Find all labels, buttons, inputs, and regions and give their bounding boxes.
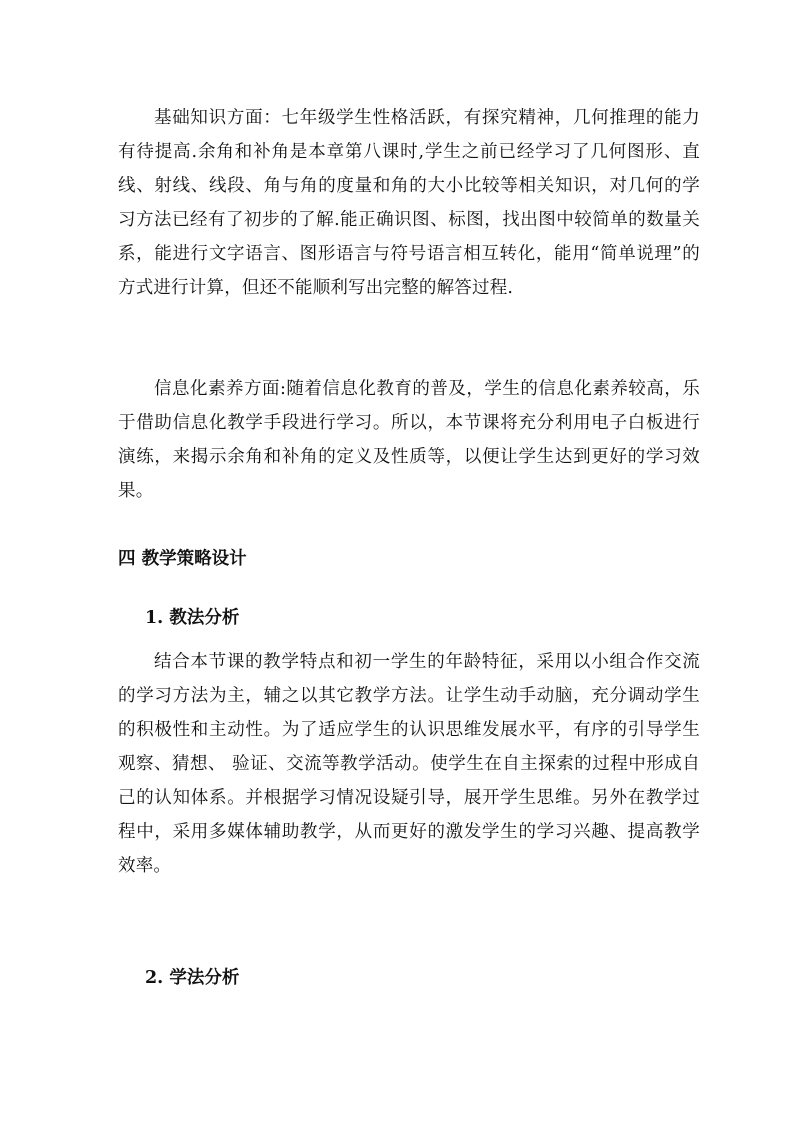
subheading-teaching-method: 1. 教法分析 (145, 608, 240, 628)
subheading-learning-method: 2. 学法分析 (145, 968, 240, 988)
section-heading-strategy-design: 四 教学策略设计 (118, 549, 247, 569)
paragraph-basic-knowledge: 基础知识方面：七年级学生性格活跃，有探究精神，几何推理的能力有待提高.余角和补角是本章第八课时,学生之前已经学习了几何图形、直线、射线、线段、角与角的度量和角的大小比较等相关知识，对几何的学习方法已经有了初步的了解.能正确识图、标图，找出图中较简单的数量关系，能进行文字语言、图形语言与符号语言相互转化，能用“简单说理”的方式进行计算，但还不能顺利写出完整的解答过程. (118, 108, 700, 298)
paragraph-teaching-analysis: 结合本节课的教学特点和初一学生的年龄特征，采用以小组合作交流的学习方法为主，辅之以其它教学方法。让学生动手动脑，充分调动学生的积极性和主动性。为了适应学生的认识思维发展水平，有序的引导学生观察、猜想、 验证、交流等教学活动。使学生在自主探索的过程中形成自己的认知体系。并根据学习情况设疑引导，展开学生思维。另外在教学过程中，采用多媒体辅助教学，从而更好的激发学生的学习兴趣、提高教学效率。 (118, 652, 700, 876)
paragraph-info-literacy: 信息化素养方面:随着信息化教育的普及，学生的信息化素养较高，乐于借助信息化教学手段进行学习。所以，本节课将充分利用电子白板进行演练，来揭示余角和补角的定义及性质等，以便让学生达到更好的学习效果。 (118, 379, 700, 501)
